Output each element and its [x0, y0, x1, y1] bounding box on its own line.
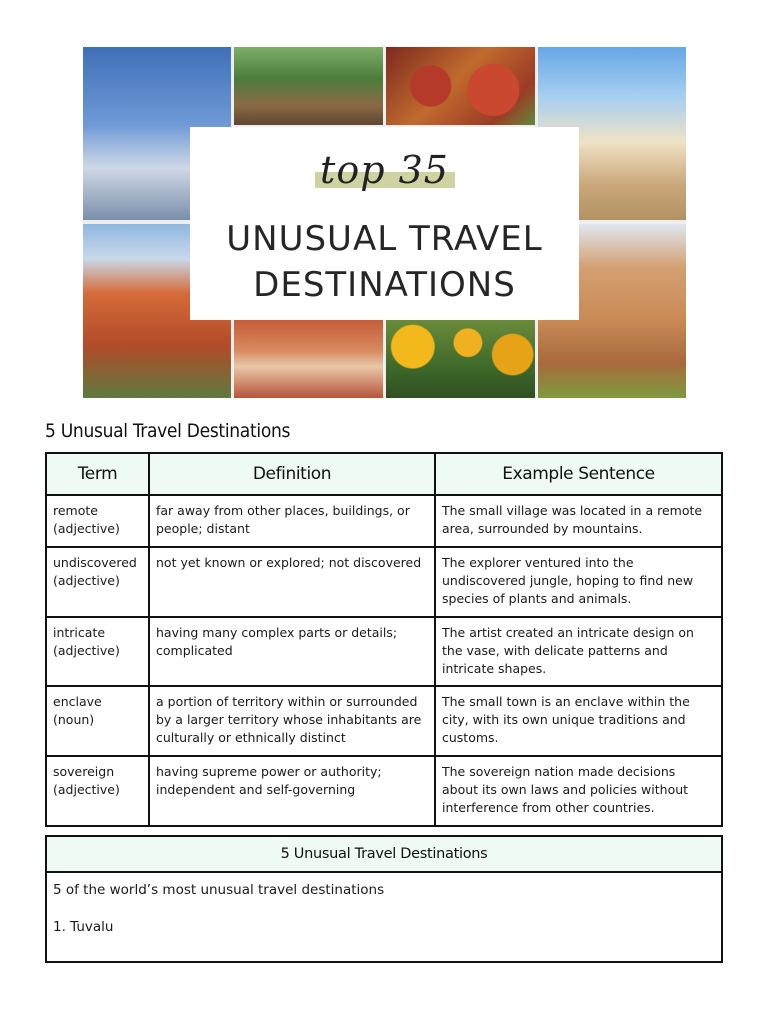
term-cell: remote (adjective) [46, 495, 149, 547]
box-list-item: 1. Tuvalu [53, 919, 114, 935]
box-header: 5 Unusual Travel Destinations [47, 837, 721, 873]
destinations-box [45, 835, 723, 963]
term-cell: intricate (adjective) [46, 617, 149, 686]
banner-title-card [190, 127, 579, 320]
box-body [47, 873, 721, 944]
example-cell: The sovereign nation made decisions about its own laws and policies without interference from other countries. [435, 756, 722, 826]
photo-cacao-pods [386, 47, 535, 125]
definition-cell: having supreme power or authority; independent and self-governing [149, 756, 435, 826]
photo-thatched-village [234, 47, 383, 125]
term-cell: undiscovered (adjective) [46, 547, 149, 617]
table-row [46, 686, 722, 756]
table-header-row [46, 453, 722, 495]
definition-cell: having many complex parts or details; complicated [149, 617, 435, 686]
example-cell: The small town is an enclave within the city, with its own unique traditions and customs. [435, 686, 722, 756]
banner-title-line1: UNUSUAL TRAVEL [226, 219, 543, 259]
vocabulary-table [45, 452, 723, 827]
table-row [46, 756, 722, 826]
banner-script-title: top 35 [320, 148, 449, 192]
definition-cell: far away from other places, buildings, or people; distant [149, 495, 435, 547]
term-cell: sovereign (adjective) [46, 756, 149, 826]
example-cell: The artist created an intricate design on the vase, with delicate patterns and intricate shapes. [435, 617, 722, 686]
example-cell: The small village was located in a remote area, surrounded by mountains. [435, 495, 722, 547]
example-cell: The explorer ventured into the undiscovered jungle, hoping to find new species of plants and animals. [435, 547, 722, 617]
header-definition: Definition [149, 453, 435, 495]
photo-sunflower-field [386, 319, 535, 398]
table-row [46, 617, 722, 686]
section-heading: 5 Unusual Travel Destinations [45, 420, 291, 442]
definition-cell: not yet known or explored; not discovered [149, 547, 435, 617]
term-cell: enclave (noun) [46, 686, 149, 756]
banner-collage [83, 47, 686, 398]
banner-title-line2: DESTINATIONS [253, 265, 516, 305]
header-term: Term [46, 453, 149, 495]
box-intro-line: 5 of the world’s most unusual travel destinations [53, 882, 385, 898]
table-row [46, 547, 722, 617]
header-example-sentence: Example Sentence [435, 453, 722, 495]
photo-old-town-rooftops [234, 319, 383, 398]
table-row [46, 495, 722, 547]
definition-cell: a portion of territory within or surrounded by a larger territory whose inhabitants are culturally or ethnically distinct [149, 686, 435, 756]
